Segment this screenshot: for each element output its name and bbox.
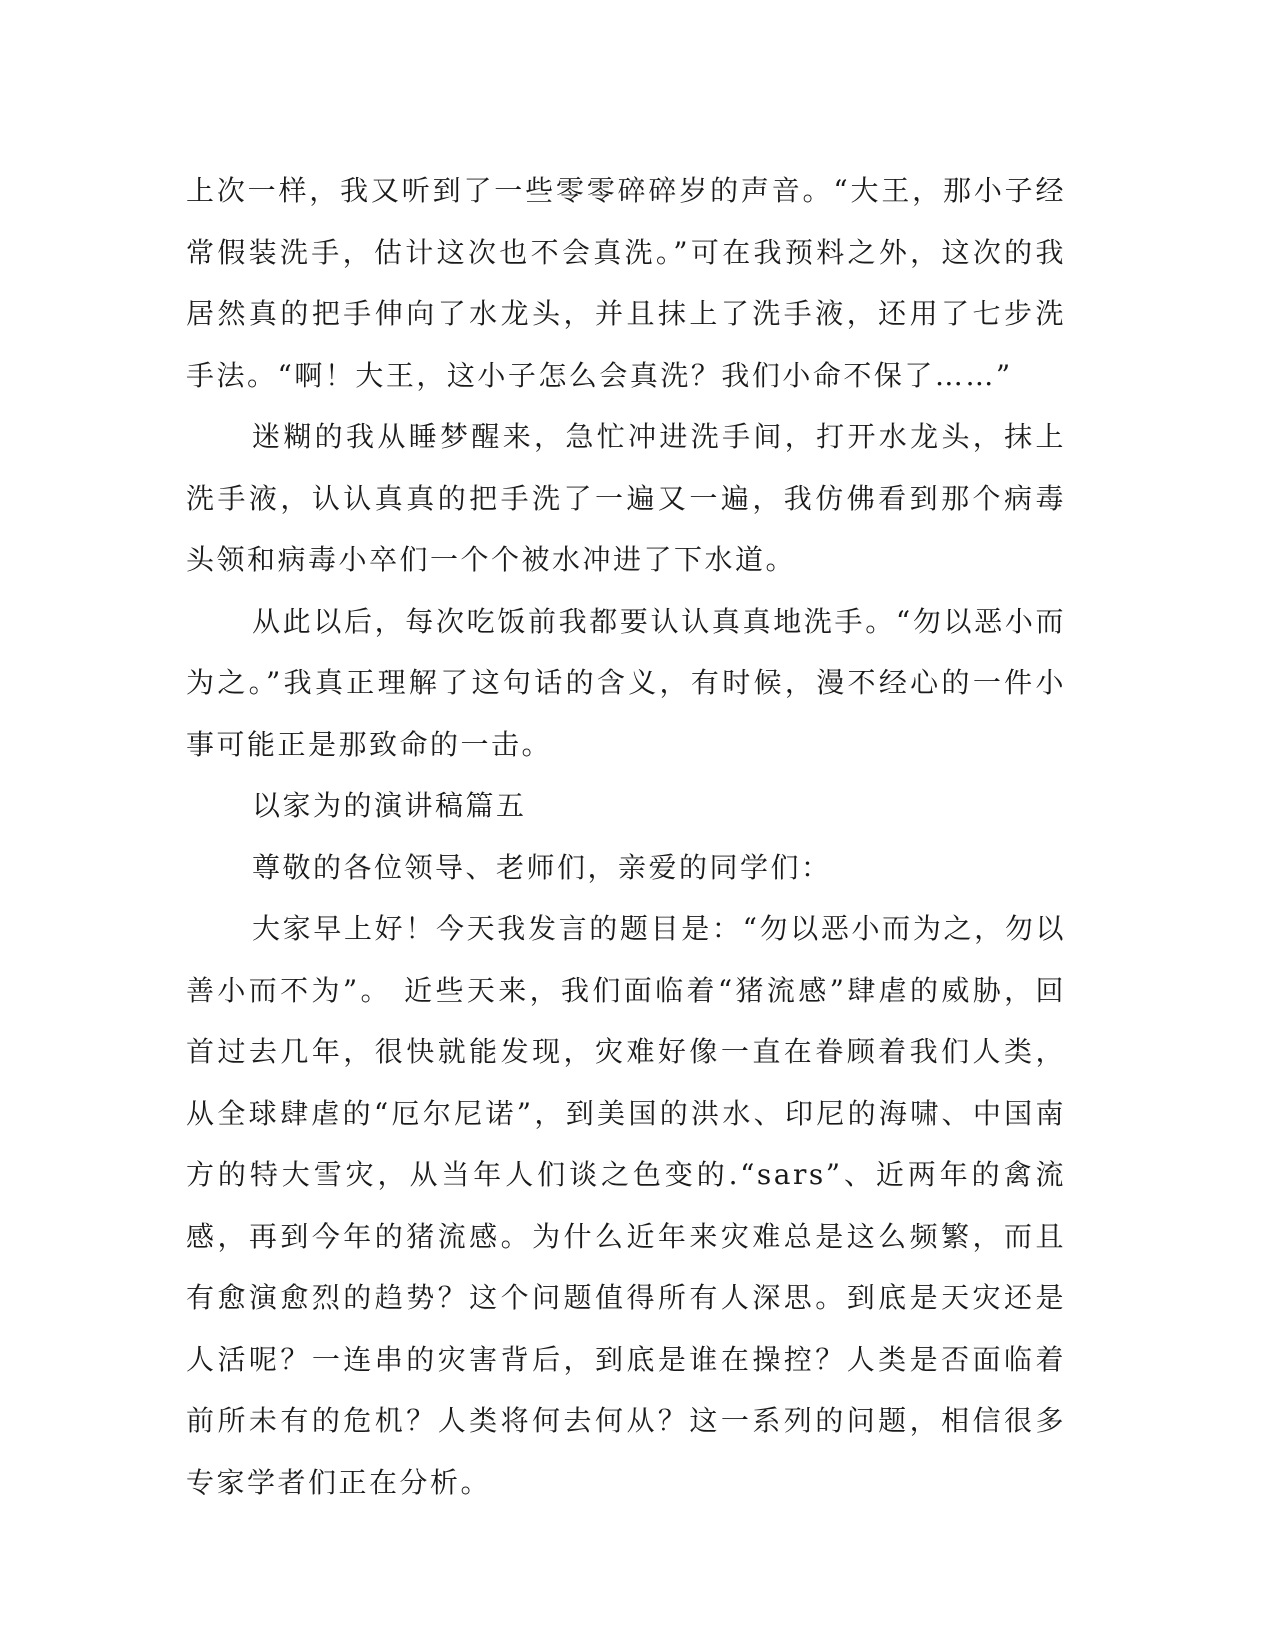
paragraph-speech: 大家早上好！今天我发言的题目是：“勿以恶小而为之，勿以善小而不为”。 近些天来，我们面临着“猪流感”肆虐的威胁，回首过去几年，很快就能发现，灾难好像一直在眷顾着我们人类，从全球肆虐的“厄尔尼诺”，到美国的洪水、印尼的海啸、中国南方的特大雪灾，从当年人们谈之色变的.“sars”、近两年的禽流感，再到今年的猪流感。为什么近年来灾难总是这么频繁，而且有愈演愈烈的趋势？这个问题值得所有人深思。到底是天灾还是人活呢？一连串的灾害背后，到底是谁在操控？人类是否面临着前所未有的危机？人类将何去何从？这一系列的问题，相信很多专家学者们正在分析。	[186, 912, 1066, 1499]
paragraph-1: 上次一样，我又听到了一些零零碎碎岁的声音。“大王，那小子经常假装洗手，估计这次也不会真洗。”可在我预料之外，这次的我居然真的把手伸向了水龙头，并且抹上了洗手液，还用了七步洗手法。“啊！大王，这小子怎么会真洗？我们小命不保了……”	[186, 174, 1066, 392]
salutation: 尊敬的各位领导、老师们，亲爱的同学们：	[252, 850, 832, 884]
section-heading: 以家为的演讲稿篇五	[252, 789, 527, 822]
paragraph-3: 从此以后，每次吃饭前我都要认认真真地洗手。“勿以恶小而为之。”我真正理解了这句话的含义，有时候，漫不经心的一件小事可能正是那致命的一击。	[186, 604, 1066, 761]
document-body	[186, 160, 1066, 1513]
paragraph-2: 迷糊的我从睡梦醒来，急忙冲进洗手间，打开水龙头，抹上洗手液，认认真真的把手洗了一遍又一遍，我仿佛看到那个病毒头领和病毒小卒们一个个被水冲进了下水道。	[186, 420, 1066, 576]
